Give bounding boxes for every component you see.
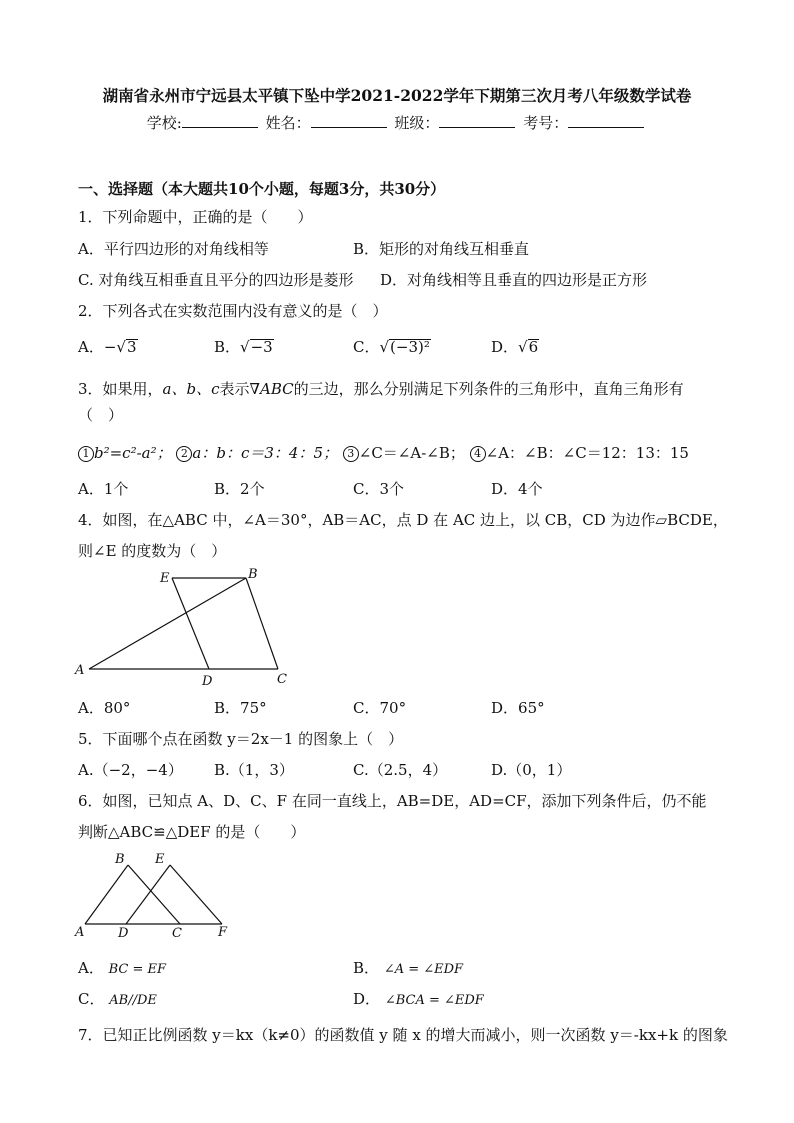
q4-stem-line1: 4．如图，在△ABC 中，∠A＝30°，AB＝AC，点 D 在 AC 边上，以 CB，CD 为边作▱BCDE， [78,511,728,529]
q3-option-d: D．4个 [491,480,543,498]
q6-label-d: D [118,926,129,940]
q1-stem: 1．下列命题中，正确的是（ ） [78,208,313,226]
q6-label-b: B [115,852,125,867]
q2-option-b: B．√−3 [214,338,273,356]
q3-stem-line2: （ ） [78,406,124,424]
q6-option-d: D． ∠BCA = ∠EDF [353,990,484,1008]
q6-stem-line2: 判断△ABC≌△DEF 的是（ ） [78,823,306,841]
student-info-line [0,112,794,133]
exam-no-label: 考号： [523,114,569,132]
class-label: 班级： [394,114,440,132]
q4-stem-line2: 则∠E 的度数为（ ） [78,542,227,560]
q5-option-d: D.（0，1） [491,761,572,779]
school-label: 学校: [146,114,182,132]
circled-1: 1 [78,446,94,462]
q5-option-a: A.（−2，−4） [78,761,183,779]
q6-figure [70,848,240,940]
q2-option-c: C．√(−3)² [353,338,430,356]
q6-option-a: A． BC = EF [78,959,167,977]
q4-option-b: B．75° [214,699,267,717]
q4-option-d: D．65° [491,699,545,717]
q6-option-c: C． AB//DE [78,990,157,1008]
q4-label-e: E [160,571,170,586]
q5-option-b: B.（1，3） [214,761,294,779]
q1-option-d: D．对角线相等且垂直的四边形是正方形 [380,271,648,289]
q6-label-f: F [218,925,228,940]
q3-option-c: C．3个 [353,480,405,498]
q4-label-b: B [248,567,258,582]
q4-label-d: D [202,674,213,689]
q5-stem: 5．下面哪个点在函数 y＝2x－1 的图象上（ ） [78,730,404,748]
q2-option-d: D．√6 [491,338,539,356]
q6-label-e: E [155,852,165,867]
q3-stem-line1: 3．如果用，a、b、c表示∇ABC的三边，那么分别满足下列条件的三角形中，直角三角形有 [78,380,684,398]
circled-2: 2 [176,446,192,462]
class-blank [439,113,515,128]
q1-option-a: A．平行四边形的对角线相等 [78,240,269,258]
q3-option-a: A．1个 [78,480,129,498]
circled-3: 3 [343,446,359,462]
name-label: 姓名： [265,114,311,132]
q5-option-c: C.（2.5，4） [353,761,448,779]
exam-no-blank [568,113,644,128]
q2-stem: 2．下列各式在实数范围内没有意义的是（ ） [78,302,388,320]
circled-4: 4 [470,446,486,462]
q4-label-a: A [75,663,85,678]
q2-option-a: A．−√3 [78,338,137,356]
exam-title: 湖南省永州市宁远县太平镇下坠中学2021-2022学年下期第三次月考八年级数学试卷 [102,86,692,105]
q4-option-a: A．80° [78,699,131,717]
q4-option-c: C．70° [353,699,407,717]
q1-option-c: C. 对角线互相垂直且平分的四边形是菱形 [78,271,354,289]
q6-option-b: B． ∠A = ∠EDF [353,959,464,977]
school-blank [182,113,258,128]
q6-stem-line1: 6．如图，已知点 A、D、C、F 在同一直线上，AB=DE，AD=CF，添加下列条件后，仍不能 [78,792,707,810]
q3-conditions: 1 b²=c²-a²； 2 a：b：c＝3：4：5； 3 ∠C＝∠A-∠B； 4 ∠A：∠B：∠C＝12：13：15 [78,442,689,463]
name-blank [311,113,387,128]
q4-label-c: C [277,672,287,687]
section-title: 一、选择题（本大题共10个小题，每题3分，共30分） [78,180,446,198]
q3-option-b: B．2个 [214,480,265,498]
q4-figure [70,562,300,694]
q6-label-c: C [172,926,182,940]
q6-label-a: A [75,925,85,940]
q1-option-b: B．矩形的对角线互相垂直 [353,240,530,258]
q7-stem-line1: 7．已知正比例函数 y＝kx（k≠0）的函数值 y 随 x 的增大而减小，则一次函数 y＝-kx+k 的图象 [78,1026,728,1044]
